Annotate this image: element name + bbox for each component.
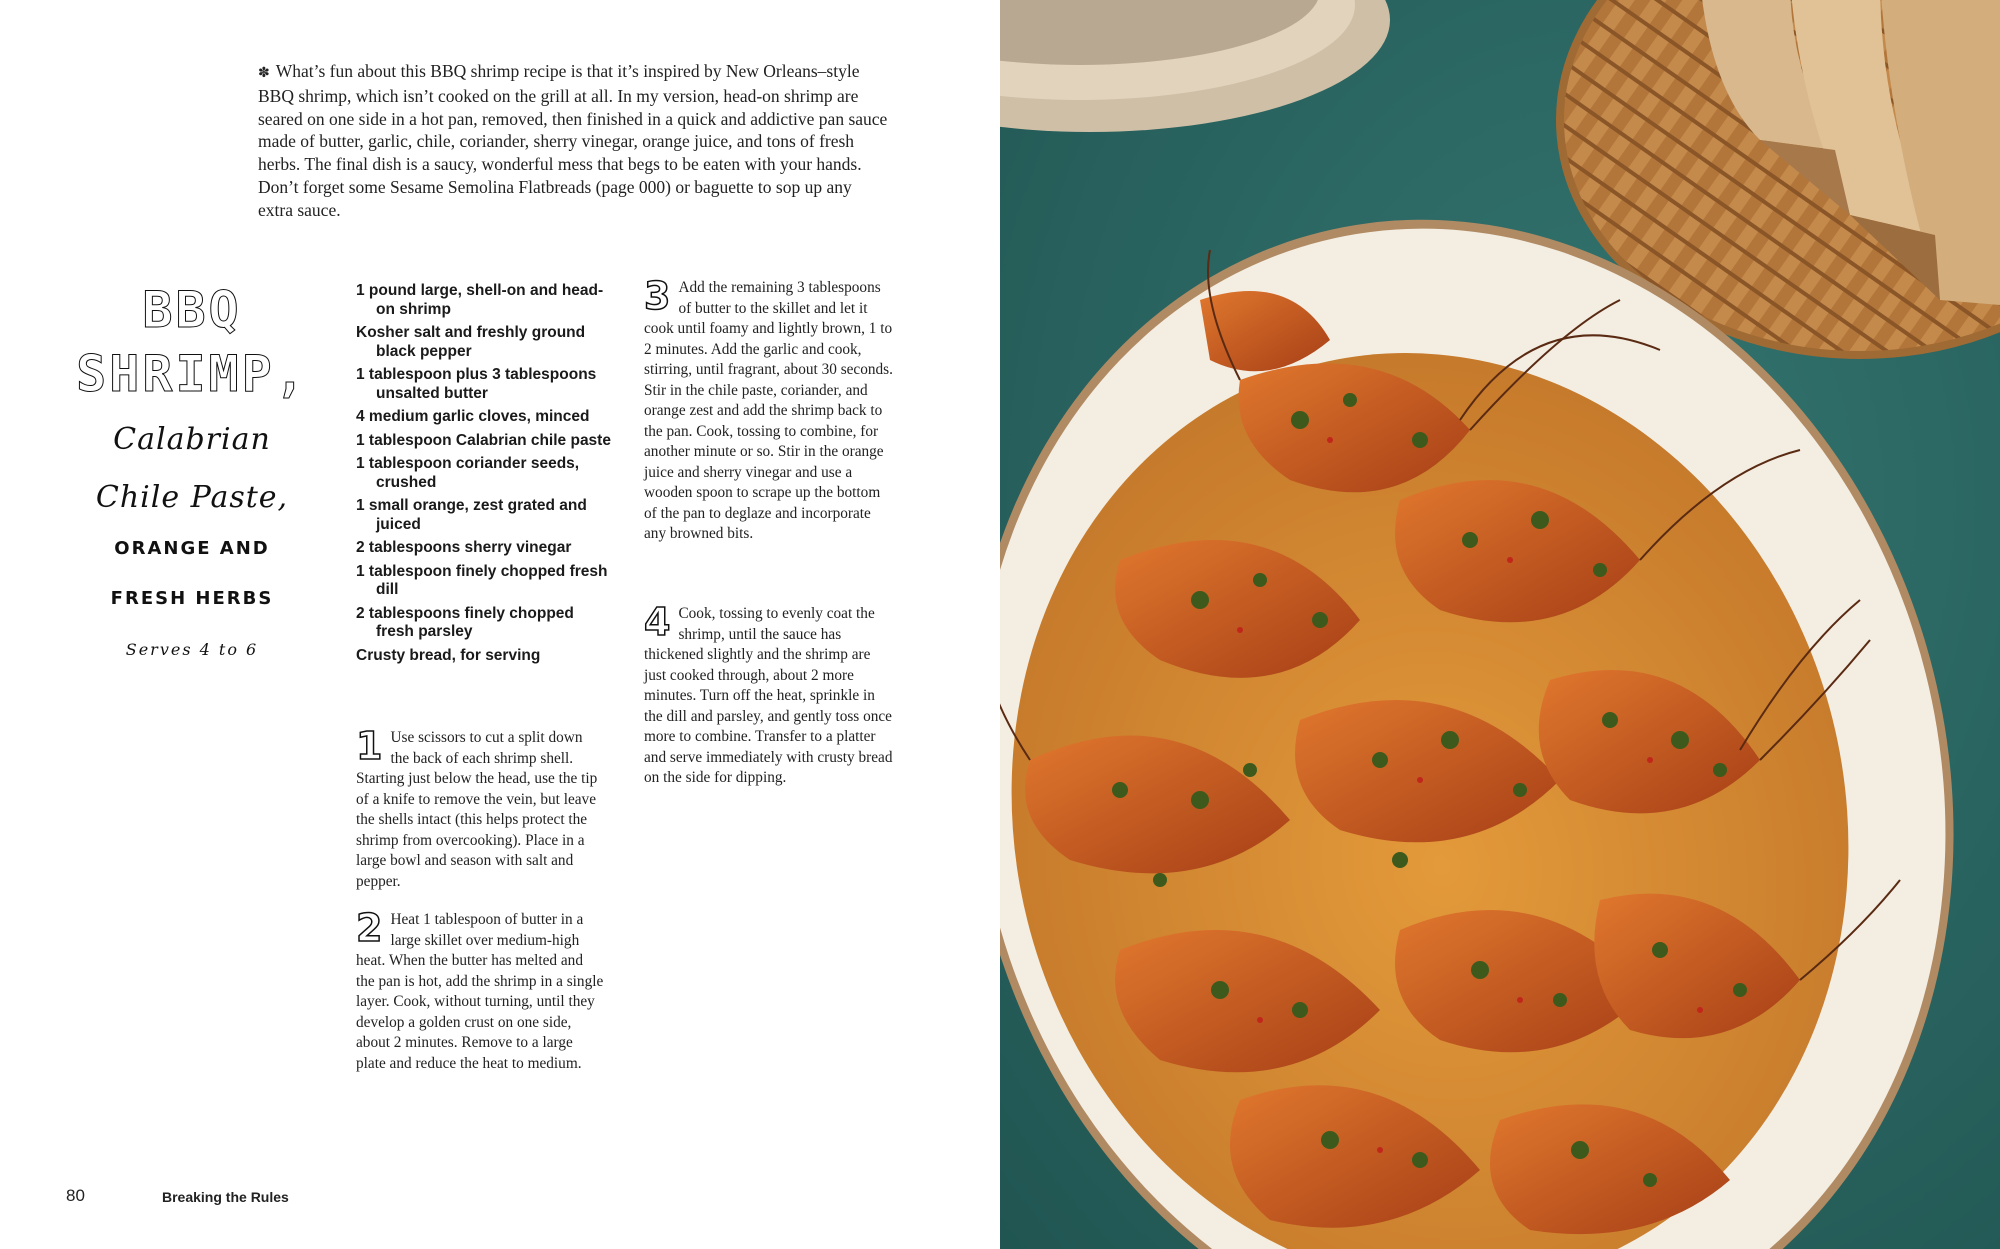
step-2 [356,906,604,1074]
ingredient-item: 2 tablespoons sherry vinegar [356,539,572,556]
serves-note: Serves 4 to 6 [125,640,259,659]
step-4 [644,600,894,789]
ingredient-item: 4 medium garlic cloves, minced [356,408,590,425]
food-photo [1000,0,2000,1249]
ingredient-item: 1 tablespoon coriander seeds, crushed [356,455,580,491]
running-head: Breaking the Rules [162,1189,289,1205]
step-text: Heat 1 tablespoon of butter in a large skillet over medium-high heat. When the butter has melted and the pan is hot, add the shrimp in a single layer. Cook, without turning, until they develop a golden crust on one side, about 2 minutes. Remove to a large plate and reduce the heat to medium. [356,911,604,1072]
step-text: Cook, tossing to evenly coat the shrimp, until the sauce has thickened slightly and the shrimp are just cooked through, about 2 more minutes. Turn off the heat, sprinkle in the dill and parsley, and gently toss once more to combine. Transfer to a platter and serve immediately with crusty bread on the side for dipping. [644,605,893,786]
step-number: 4 [644,600,671,644]
step-text: Use scissors to cut a split down the back of each shrimp shell. Starting just below the head, use the tip of a knife to remove the vein, but leave the shells intact (this helps protect the shrimp from overcooking). Place in a large bowl and season with salt and pepper. [356,729,598,890]
recipe-title [52,278,332,659]
step-number: 1 [356,724,383,768]
step-number: 2 [356,906,383,950]
ingredient-item: 2 tablespoons finely chopped fresh parsley [356,604,574,640]
intro-text: What’s fun about this BBQ shrimp recipe is that it’s inspired by New Orleans–style BBQ shrimp, which isn’t cooked on the grill at all. In my version, head-on shrimp are seared on one side in a hot pan, removed, then finished in a quick and addictive pan sauce made of butter, garlic, chile, coriander, sherry vinegar, orange juice, and tons of fresh herbs. The final dish is a saucy, wonderful mess that begs to be eaten with your hands. Don’t forget some Sesame Semolina Flatbreads (page 000) or baguette to sop up any extra sauce. [258,61,888,220]
ingredient-item: 1 tablespoon plus 3 tablespoons unsalted butter [356,366,597,402]
page-number: 80 [66,1186,85,1205]
ingredient-item: 1 small orange, zest grated and juiced [356,497,587,533]
ingredient-item: 1 tablespoon Calabrian chile paste [356,431,611,449]
title-line-3: Calabrian [113,422,271,457]
ingredient-item: 1 pound large, shell-on and head-on shrimp [356,282,604,318]
flower-ornament-icon: ✽ [258,65,270,81]
ingredient-list [356,282,612,670]
title-line-1: BBQ [142,281,242,339]
intro-paragraph [258,60,888,222]
title-line-6: FRESH HERBS [110,588,274,609]
title-line-2: SHRIMP, [76,345,308,403]
ingredient-item: Crusty bread, for serving [356,646,541,664]
step-3 [644,274,894,545]
step-number: 3 [644,274,671,318]
ingredient-item: Kosher salt and freshly ground black pepper [356,324,586,360]
shrimp-platter-illustration [1000,0,2000,1249]
title-line-5: ORANGE AND [114,538,270,559]
title-line-4: Chile Paste, [95,480,289,515]
step-1 [356,724,604,892]
ingredient-item: 1 tablespoon finely chopped fresh dill [356,562,608,598]
step-text: Add the remaining 3 tablespoons of butter to the skillet and let it cook until foamy and lightly brown, 1 to 2 minutes. Add the garlic and cook, stirring, until fragrant, about 30 seconds. Stir in the chile paste, coriander, and orange zest and add the shrimp back to the pan. Cook, tossing to combine, for another minute or so. Stir in the orange juice and sherry vinegar and use a wooden spoon to scrape up the bottom of the pan to deglaze and incorporate any browned bits. [644,279,893,542]
